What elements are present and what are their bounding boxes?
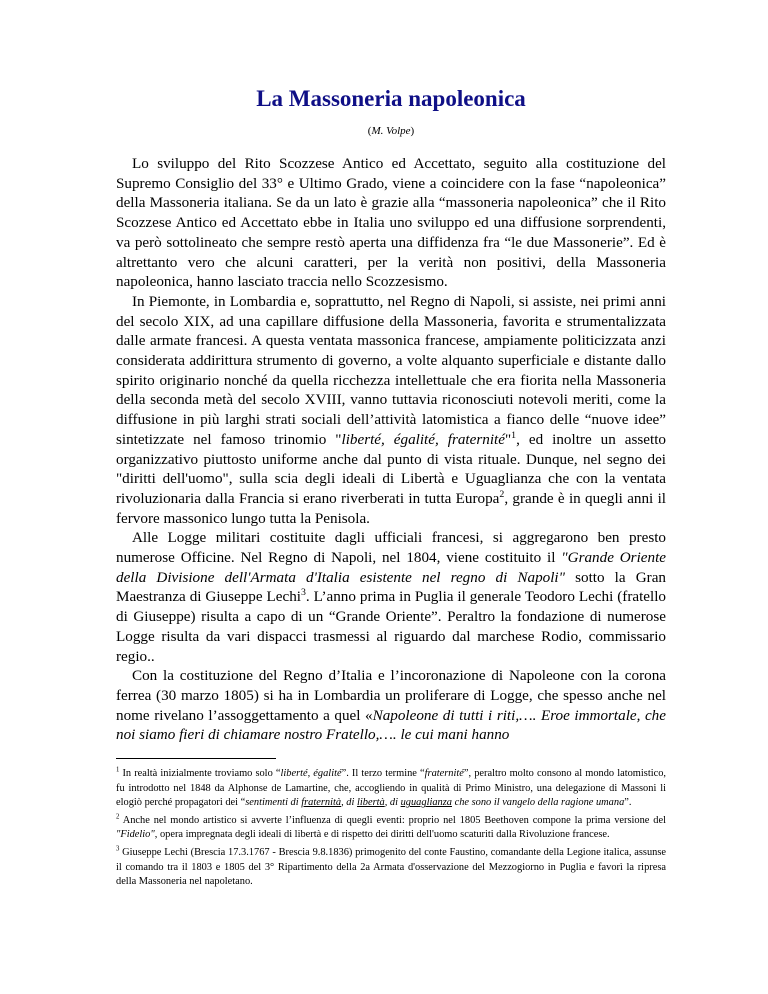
footnote-1: $^1$ In realtà inizialmente troviamo solo “liberté, égalité”. Il terzo termine “fraternité”, peraltro molto consono al mondo latomistico, fu introdotto nel 1848 da Alphonse de Lamartine, che, accogliendo in qualità di Primo Ministro, una delegazione di Massoni li elogiò perché propagatori dei “sentimenti di fraternità, di libertà, di uguaglianza che sono il vangelo della ragione umana”. xyxy=(116,766,666,809)
document-title: La Massoneria napoleonica xyxy=(256,86,526,111)
footnote-3: $^3$ Giuseppe Lechi (Brescia 17.3.1767 - Brescia 9.8.1836) primogenito del conte Faustino, comandante della Legione italica, assunse il comando tra il 1803 e 1805 del 3° Ripartimento della 2a Armata d'osservazione del Mezzogiorno in Puglia e favorì la ripresa della Massoneria nel napoletano. xyxy=(116,845,666,888)
article-body xyxy=(116,154,666,745)
paragraph-3: Alle Logge militari costituite dagli ufficiali francesi, si aggregarono ben presto numerose Officine. Nel Regno di Napoli, nel 1804, viene costituito il "Grande Oriente della Divisione dell'Armata d'Italia esistente nel regno di Napoli" sotto la Gran Maestranza di Giuseppe Lechi$^3$. L’anno prima in Puglia il generale Teodoro Lechi (fratello di Giuseppe) risulta a capo di un “Grande Oriente”. Peraltro la fondazione di numerose Logge risulta da vari dispacci trasmessi al riguardo dal marchese Rodio, commissario regio.. xyxy=(116,529,667,665)
footnote-ref-3[interactable]: 3 xyxy=(300,587,306,599)
paragraph-4: Con la costituzione del Regno d’Italia e l’incoronazione di Napoleone con la corona ferrea (30 marzo 1805) si ha in Lombardia un proliferare di Logge, che spesso anche nel nome rivelano l’assoggettamento a quel «Napoleone di tutti i riti,…. Eroe immortale, che noi siamo fieri di chiamare nostro Fratello,…. le cui mani hanno xyxy=(116,667,666,744)
document-page xyxy=(116,84,666,893)
paragraph-1: Lo sviluppo del Rito Scozzese Antico ed Accettato, seguito alla costituzione del Supremo Consiglio del 33° e Ultimo Grado, viene a coincidere con la fase “napoleonica” della Massoneria italiana. Se da un lato è grazie alla “massoneria napoleonica” che il Rito Scozzese Antico ed Accettato ebbe in Italia uno sviluppo ed una diffusione sorprendenti, va però sottolineato che sempre restò aperta una diffidenza fra “le due Massonerie”. Ed è altrettanto vero che alcuni caratteri, per la verità non positivi, della Massoneria napoleonica, hanno lasciato traccia nello Scozzesismo. xyxy=(116,155,666,291)
author-name: M. Volpe xyxy=(371,125,411,137)
footnote-ref-2[interactable]: 2 xyxy=(499,488,505,500)
footnote-2: $^2$ Anche nel mondo artistico si avverte l’influenza di quegli eventi: proprio nel 1805 Beethoven compone la prima versione del "Fidelio", opera impregnata degli ideali di libertà e di rispetto dei diritti dell'uomo scaturiti dalla Rivoluzione francese. xyxy=(116,813,666,841)
footnote-divider xyxy=(116,758,276,759)
footnote-ref-1[interactable]: 1 xyxy=(511,429,517,441)
author-line: (M. Volpe) xyxy=(367,125,415,137)
paragraph-2: In Piemonte, in Lombardia e, soprattutto, nel Regno di Napoli, si assiste, nei primi anni del secolo XIX, ad una capillare diffusione della Massoneria, favorita e strumentalizzata dalle armate francesi. A questa ventata massonica francese, ampiamente politicizzata anzi considerata addirittura strumento di governo, a volte alquanto superficiale e distante dallo spirito originario nonché da quella ricchezza intellettuale che era fiorita nella Massoneria della seconda metà del secolo XVIII, vanno tuttavia riconosciuti notevoli meriti, come la diffusione in più larghi strati sociali dell’attività latomistica a fianco delle “nuove idee” sintetizzate nel famoso trinomio "liberté, égalité, fraternité"$^1$, ed inoltre un assetto organizzativo piuttosto uniforme anche dal punto di vista rituale. Dunque, nel segno dei "diritti dell'uomo", sulla scia degli ideali di Libertà e Uguaglianza che con la ventata rivoluzionaria dalla Francia si erano riverberati in tutta Europa$^2$, grande è in quegli anni il fervore massonico lungo tutta la Penisola. xyxy=(116,292,667,527)
